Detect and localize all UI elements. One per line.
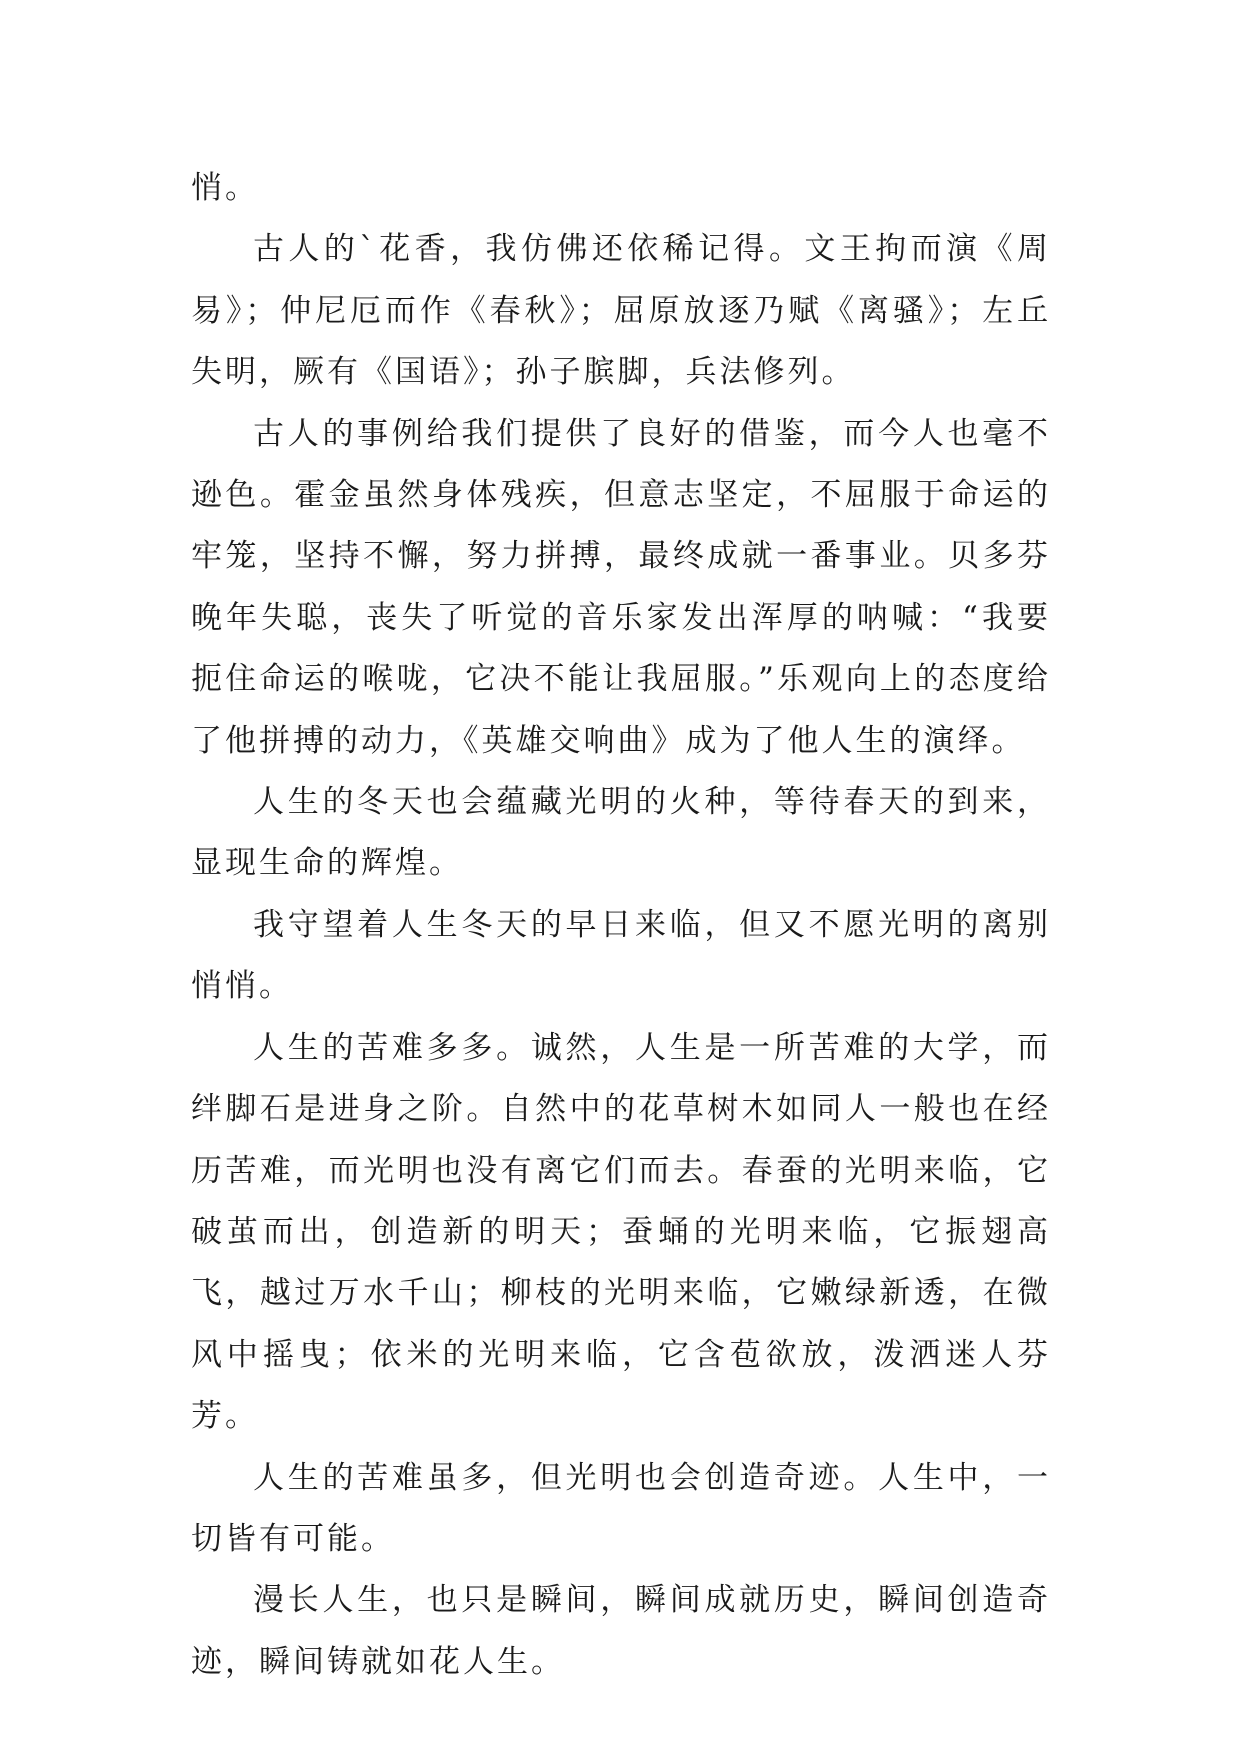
paragraph-miracles: 人生的苦难虽多，但光明也会创造奇迹。人生中，一切皆有可能。 bbox=[191, 1459, 1051, 1557]
paragraph-ancient-examples: 古人的`花香，我仿佛还依稀记得。文王拘而演《周易》；仲尼厄而作《春秋》；屈原放逐乃赋《离骚》；左丘失明，厥有《国语》；孙子膑脚，兵法修列。 bbox=[191, 231, 1051, 391]
document-body bbox=[191, 158, 1051, 1693]
paragraph-waiting-winter: 我守望着人生冬天的早日来临，但又不愿光明的离别悄悄。 bbox=[191, 906, 1051, 1005]
paragraph-continuation: 悄。 bbox=[191, 170, 259, 206]
paragraph-modern-examples: 古人的事例给我们提供了良好的借鉴，而今人也毫不逊色。霍金虽然身体残疾，但意志坚定，不屈服于命运的牢笼，坚持不懈，努力拼搏，最终成就一番事业。贝多芬晚年失聪，丧失了听觉的音乐家发出浑厚的呐喊：“我要扼住命运的喉咙，它决不能让我屈服。”乐观向上的态度给了他拼搏的动力，《英雄交响曲》成为了他人生的演绎。 bbox=[191, 415, 1051, 759]
paragraph-conclusion: 漫长人生，也只是瞬间，瞬间成就历史，瞬间创造奇迹，瞬间铸就如花人生。 bbox=[191, 1582, 1051, 1680]
paragraph-winter-light: 人生的冬天也会蕴藏光明的火种，等待春天的到来，显现生命的辉煌。 bbox=[191, 784, 1051, 882]
paragraph-hardships-nature: 人生的苦难多多。诚然，人生是一所苦难的大学，而绊脚石是进身之阶。自然中的花草树木如同人一般也在经历苦难，而光明也没有离它们而去。春蚕的光明来临，它破茧而出，创造新的明天；蚕蛹的光明来临，它振翅高飞，越过万水千山；柳枝的光明来临，它嫩绿新透，在微风中摇曳；依米的光明来临，它含苞欲放，泼洒迷人芬芳。 bbox=[191, 1029, 1051, 1435]
